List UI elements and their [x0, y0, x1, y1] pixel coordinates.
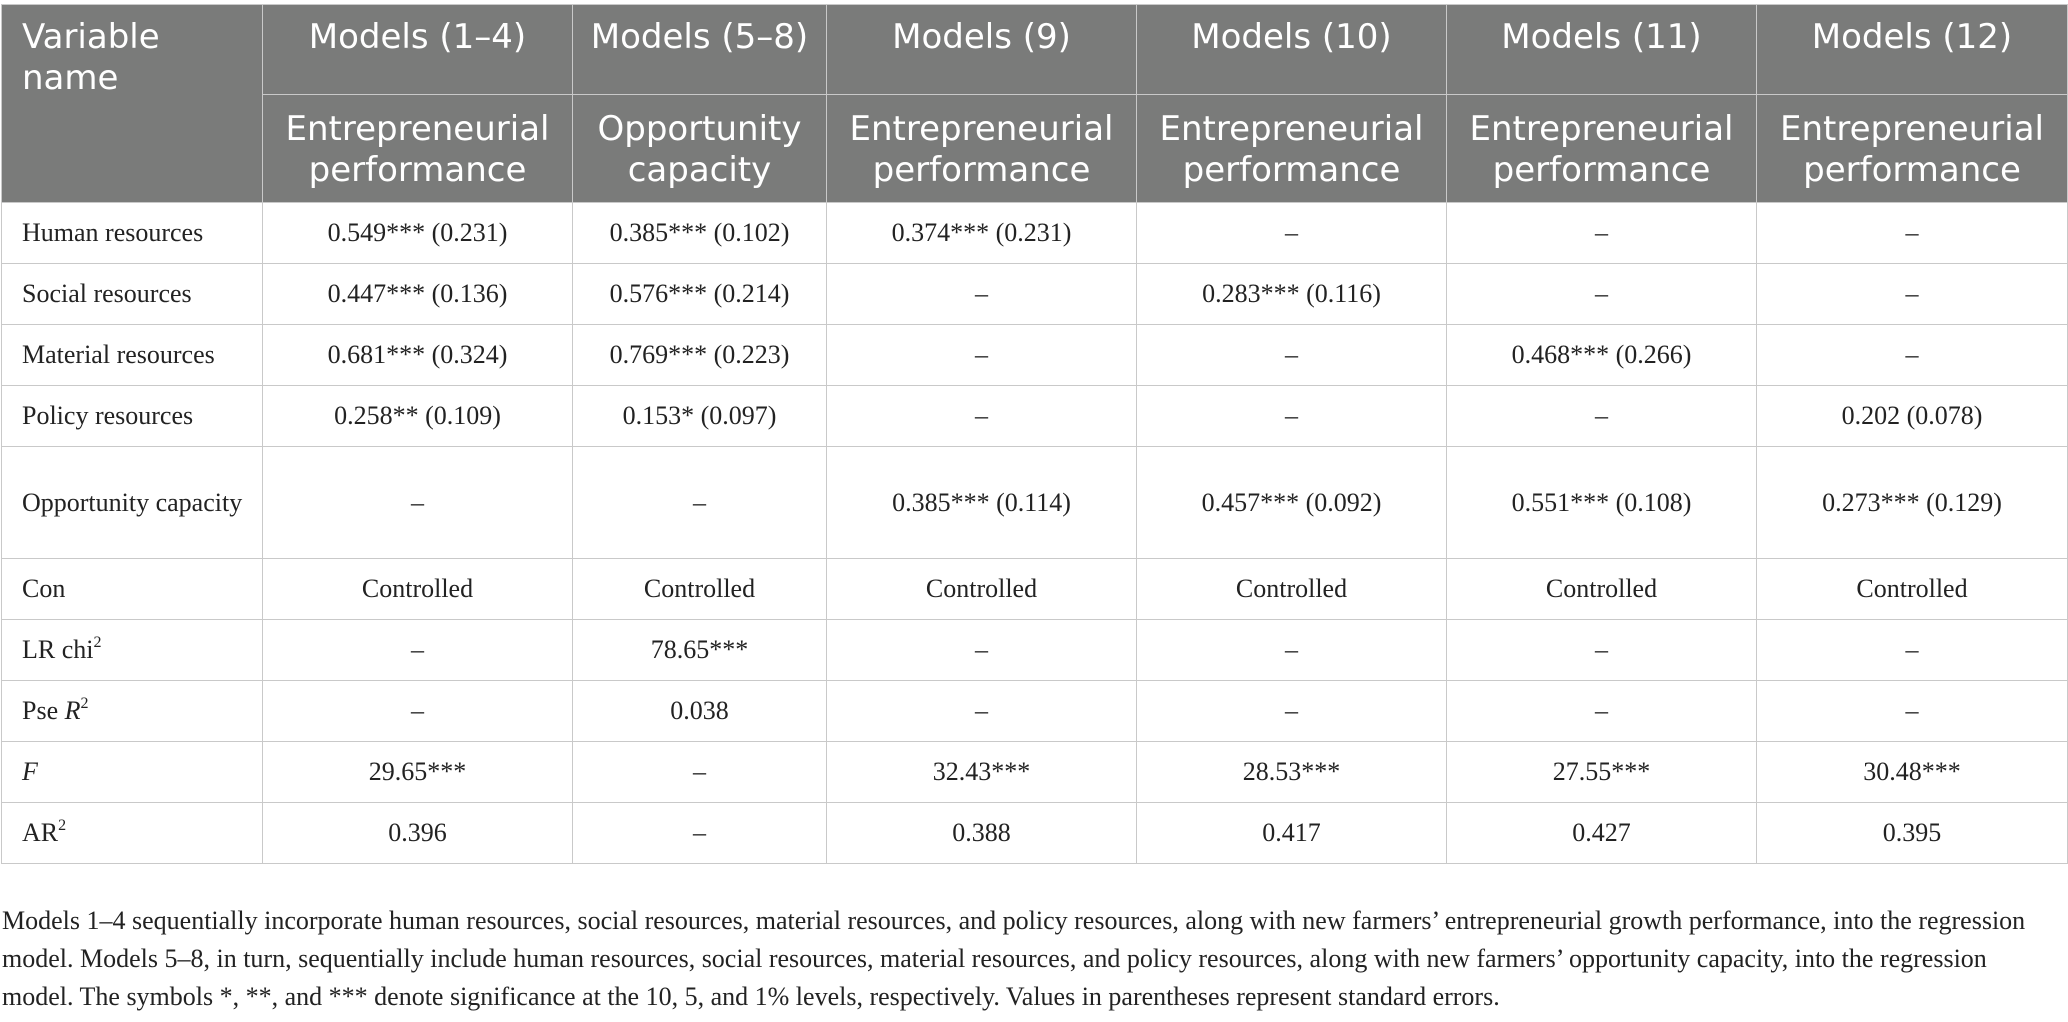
table-cell: –	[1447, 681, 1757, 742]
row-label-italic: F	[22, 757, 38, 786]
table-cell: –	[1757, 325, 2068, 386]
row-label-text: AR	[22, 818, 59, 847]
row-label	[2, 803, 263, 864]
header-dependent-5: Entrepreneurial performance	[1447, 95, 1757, 203]
row-label-text: LR chi	[22, 635, 94, 664]
table-cell: –	[1137, 620, 1447, 681]
table-cell: 0.374*** (0.231)	[827, 203, 1137, 264]
table-row-material-resources	[2, 325, 2068, 386]
row-label: Human resources	[2, 203, 263, 264]
table-cell: 0.681*** (0.324)	[263, 325, 573, 386]
table-cell: 0.258** (0.109)	[263, 386, 573, 447]
row-label: Material resources	[2, 325, 263, 386]
table-row-social-resources	[2, 264, 2068, 325]
table-cell: –	[573, 742, 827, 803]
table-row-f	[2, 742, 2068, 803]
row-label: Policy resources	[2, 386, 263, 447]
table-row-policy-resources	[2, 386, 2068, 447]
table-cell: 0.417	[1137, 803, 1447, 864]
superscript: 2	[80, 695, 89, 712]
table-cell: 0.038	[573, 681, 827, 742]
table-row-con	[2, 559, 2068, 620]
table-cell: 0.153* (0.097)	[573, 386, 827, 447]
table-cell: –	[827, 264, 1137, 325]
table-cell: 0.385*** (0.114)	[827, 447, 1137, 559]
table-cell: 0.385*** (0.102)	[573, 203, 827, 264]
table-cell: 0.769*** (0.223)	[573, 325, 827, 386]
row-label-text: Pse	[22, 696, 65, 725]
table-cell: 30.48***	[1757, 742, 2068, 803]
row-label-italic: R	[64, 696, 81, 725]
table-row-human-resources	[2, 203, 2068, 264]
header-model-10: Models (10)	[1137, 5, 1447, 95]
table-cell: 0.202 (0.078)	[1757, 386, 2068, 447]
header-row-dependents	[2, 95, 2068, 203]
row-label: Con	[2, 559, 263, 620]
table-cell: 0.447*** (0.136)	[263, 264, 573, 325]
table-cell: –	[827, 681, 1137, 742]
table-cell: 0.549*** (0.231)	[263, 203, 573, 264]
table-cell: –	[1137, 325, 1447, 386]
table-cell: 32.43***	[827, 742, 1137, 803]
header-model-12: Models (12)	[1757, 5, 2068, 95]
table-cell: 0.273*** (0.129)	[1757, 447, 2068, 559]
table-cell: –	[1137, 386, 1447, 447]
header-model-11: Models (11)	[1447, 5, 1757, 95]
table-cell: –	[1757, 203, 2068, 264]
table-cell: 0.468*** (0.266)	[1447, 325, 1757, 386]
header-dependent-3: Entrepreneurial performance	[827, 95, 1137, 203]
table-cell: Controlled	[1757, 559, 2068, 620]
superscript: 2	[93, 634, 102, 651]
header-dependent-4: Entrepreneurial performance	[1137, 95, 1447, 203]
header-row-models	[2, 5, 2068, 95]
header-model-1-4: Models (1–4)	[263, 5, 573, 95]
table-cell: –	[263, 447, 573, 559]
table-cell: –	[573, 803, 827, 864]
header-dependent-2: Opportunity capacity	[573, 95, 827, 203]
table-cell: –	[827, 386, 1137, 447]
header-dependent-6: Entrepreneurial performance	[1757, 95, 2068, 203]
header-variable-name: Variable name	[2, 5, 263, 203]
header-dependent-1: Entrepreneurial performance	[263, 95, 573, 203]
table-cell: Controlled	[827, 559, 1137, 620]
table-cell: –	[573, 447, 827, 559]
table-footnote: Models 1–4 sequentially incorporate human resources, social resources, material resources, and policy resources, along with new farmers’ entrepreneurial growth performance, into the regression model. Models 5–8, in turn, sequentially include human resources, social resources, material resources, and policy resources, along with new farmers’ opportunity capacity, into the regression model. The symbols *, **, and *** denote significance at the 10, 5, and 1% levels, respectively. Values in parentheses represent standard errors.	[2, 906, 2026, 1011]
table-cell: 0.457*** (0.092)	[1137, 447, 1447, 559]
table-cell: Controlled	[573, 559, 827, 620]
row-label	[2, 620, 263, 681]
row-label	[2, 681, 263, 742]
table-row-pse-r2	[2, 681, 2068, 742]
table-cell: 0.576*** (0.214)	[573, 264, 827, 325]
table-cell: –	[1447, 264, 1757, 325]
table-cell: –	[263, 681, 573, 742]
table-cell: Controlled	[1137, 559, 1447, 620]
table-cell: –	[1757, 264, 2068, 325]
row-label: Opportunity capacity	[2, 447, 263, 559]
table-cell: 0.395	[1757, 803, 2068, 864]
table-cell: 0.427	[1447, 803, 1757, 864]
table-cell: –	[827, 325, 1137, 386]
table-cell: 29.65***	[263, 742, 573, 803]
header-model-9: Models (9)	[827, 5, 1137, 95]
regression-table	[1, 4, 2068, 864]
table-cell: 0.388	[827, 803, 1137, 864]
table-cell: –	[1137, 681, 1447, 742]
table-cell: –	[1447, 620, 1757, 681]
table-cell: 0.283*** (0.116)	[1137, 264, 1447, 325]
table-row-ar2	[2, 803, 2068, 864]
table-cell: 27.55***	[1447, 742, 1757, 803]
row-label: Social resources	[2, 264, 263, 325]
table-cell: –	[1757, 681, 2068, 742]
table-cell: –	[827, 620, 1137, 681]
table-cell: 0.551*** (0.108)	[1447, 447, 1757, 559]
table-cell: –	[1447, 203, 1757, 264]
table-cell: 78.65***	[573, 620, 827, 681]
table-cell: Controlled	[263, 559, 573, 620]
table-row-opportunity-capacity	[2, 447, 2068, 559]
table-cell: 28.53***	[1137, 742, 1447, 803]
table-cell: –	[1137, 203, 1447, 264]
row-label	[2, 742, 263, 803]
table-cell: 0.396	[263, 803, 573, 864]
superscript: 2	[58, 817, 67, 834]
table-cell: –	[263, 620, 573, 681]
table-row-lr-chi2	[2, 620, 2068, 681]
table-cell: –	[1757, 620, 2068, 681]
table-cell: Controlled	[1447, 559, 1757, 620]
header-model-5-8: Models (5–8)	[573, 5, 827, 95]
table-cell: –	[1447, 386, 1757, 447]
